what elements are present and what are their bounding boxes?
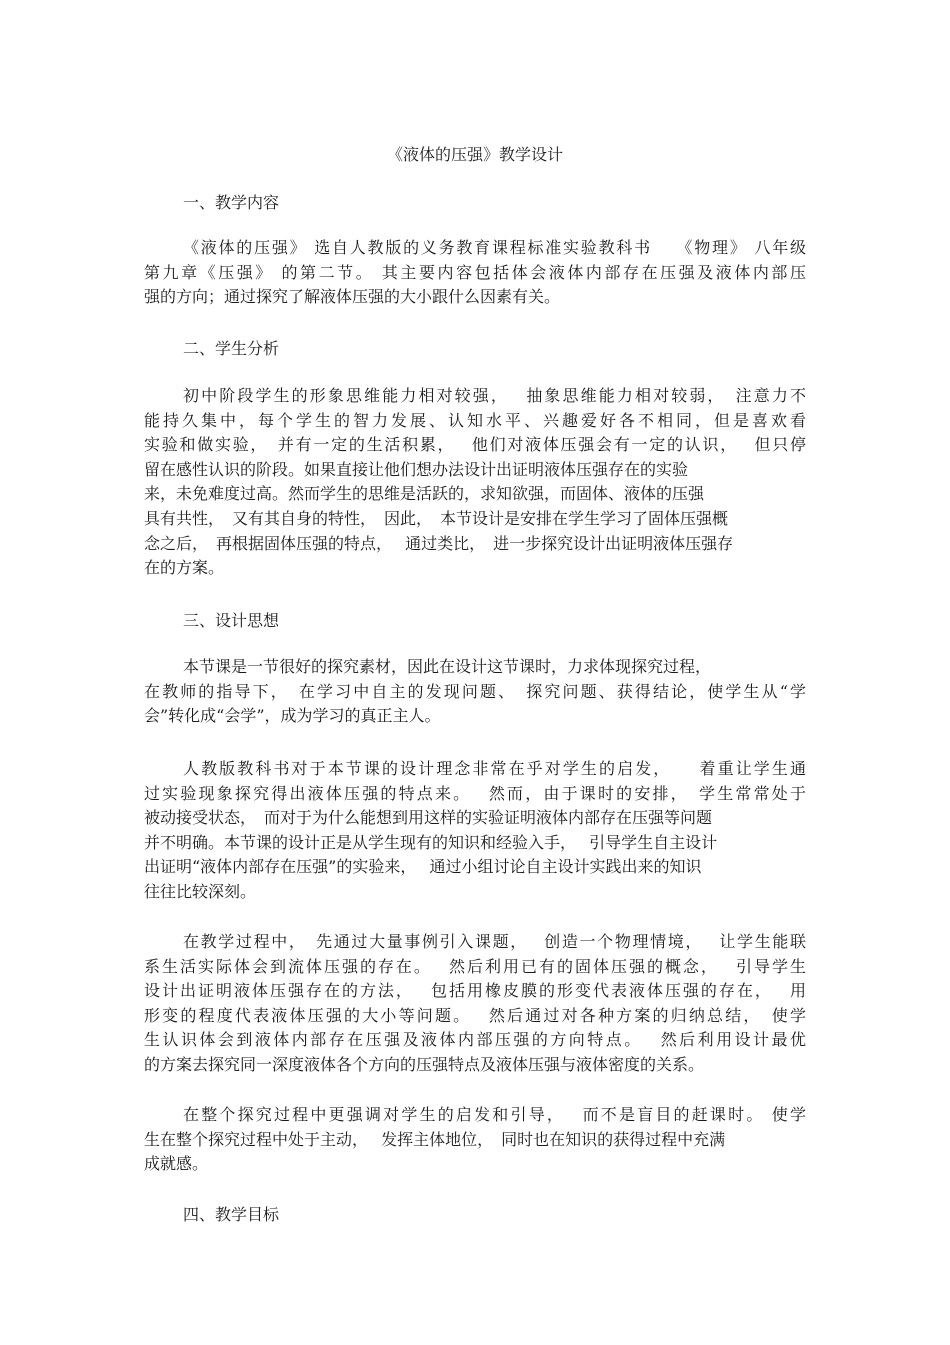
text-line: 强的方向；通过探究了解液体压强的大小跟什么因素有关。 (144, 287, 561, 307)
paragraph-design-3 (144, 930, 806, 1078)
paragraph-design-4 (144, 1103, 806, 1177)
text-line: 在整个探究过程中更强调对学生的启发和引导， 而不是盲目的赶课时。 使学 (183, 1105, 806, 1124)
text-line: 在的方案。 (144, 558, 225, 578)
text-line: 人教版教科书对于本节课的设计理念非常在乎对学生的启发， 着重让学生通 (183, 759, 806, 778)
paragraph-students (144, 384, 806, 581)
section-heading-students: 二、学生分析 (183, 339, 280, 358)
text-line: 初中阶段学生的形象思维能力相对较强， 抽象思维能力相对较弱， 注意力不 (183, 386, 806, 405)
text-line: 出证明“液体内部存在压强”的实验来， 通过小组讨论自主设计实践出来的知识 (144, 857, 702, 877)
text-line: 系生活实际体会到流体压强的存在。 然后利用已有的固体压强的概念， 引导学生 (144, 956, 806, 976)
paragraph-design-1 (144, 655, 806, 729)
text-line: 被动接受状态， 而对于为什么能想到用这样的实验证明液体内部存在压强等问题 (144, 808, 713, 828)
text-line: 生在整个探究过程中处于主动， 发挥主体地位， 同时也在知识的获得过程中充满 (144, 1129, 726, 1149)
text-line: 实验和做实验， 并有一定的生活积累， 他们对液体压强会有一定的认识， 但只停 (144, 435, 806, 455)
text-line: 往往比较深刻。 (144, 881, 257, 901)
paragraph-content (144, 236, 806, 310)
text-line: 会”转化成“会学”，成为学习的真正主人。 (144, 706, 441, 726)
text-line: 念之后， 再根据固体压强的特点， 通过类比， 进一步探究设计出证明液体压强存 (144, 533, 734, 553)
text-line: 在教师的指导下， 在学习中自主的发现问题、 探究问题、获得结论，使学生从“学 (144, 681, 806, 701)
section-heading-content: 一、教学内容 (183, 193, 280, 212)
text-line: 的方案去探究同一深度液体各个方向的压强特点及液体压强与液体密度的关系。 (144, 1054, 705, 1074)
text-line: 留在感性认识的阶段。如果直接让他们想办法设计出证明液体压强存在的实验 (144, 459, 689, 479)
text-line: 具有共性， 又有其自身的特性， 因此， 本节设计是安排在学生学习了固体压强概 (144, 508, 729, 528)
text-line: 并不明确。本节课的设计正是从学生现有的知识和经验入手， 引导学生自主设计 (144, 832, 718, 852)
text-line: 成就感。 (144, 1154, 209, 1174)
text-line: 《液体的压强》 选自人教版的义务教育课程标准实验教科书 《物理》 八年级 (183, 238, 806, 257)
paragraph-design-2 (144, 757, 806, 905)
text-line: 设计出证明液体压强存在的方法， 包括用橡皮膜的形变代表液体压强的存在， 用 (144, 981, 806, 1001)
text-line: 本节课是一节很好的探究素材，因此在设计这节课时，力求体现探究过程， (183, 657, 712, 676)
text-line: 过实验现象探究得出液体压强的特点来。 然而，由于课时的安排， 学生常常处于 (144, 783, 806, 803)
document-title: 《液体的压强》教学设计 (386, 145, 563, 164)
section-heading-design: 三、设计思想 (183, 611, 280, 630)
text-line: 形变的程度代表液体压强的大小等问题。 然后通过对各种方案的归纳总结， 使学 (144, 1005, 806, 1025)
text-line: 来，未免难度过高。然而学生的思维是活跃的，求知欲强，而固体、液体的压强 (144, 484, 705, 504)
text-line: 生认识体会到液体内部存在压强及液体内部压强的方向特点。 然后利用设计最优 (144, 1030, 806, 1050)
section-heading-objectives: 四、教学目标 (183, 1205, 280, 1224)
text-line: 在教学过程中， 先通过大量事例引入课题， 创造一个物理情境， 让学生能联 (183, 932, 806, 951)
text-line: 能持久集中，每个学生的智力发展、认知水平、兴趣爱好各不相同，但是喜欢看 (144, 410, 806, 430)
text-line: 第九章《压强》 的第二节。 其主要内容包括体会液体内部存在压强及液体内部压 (144, 262, 806, 282)
